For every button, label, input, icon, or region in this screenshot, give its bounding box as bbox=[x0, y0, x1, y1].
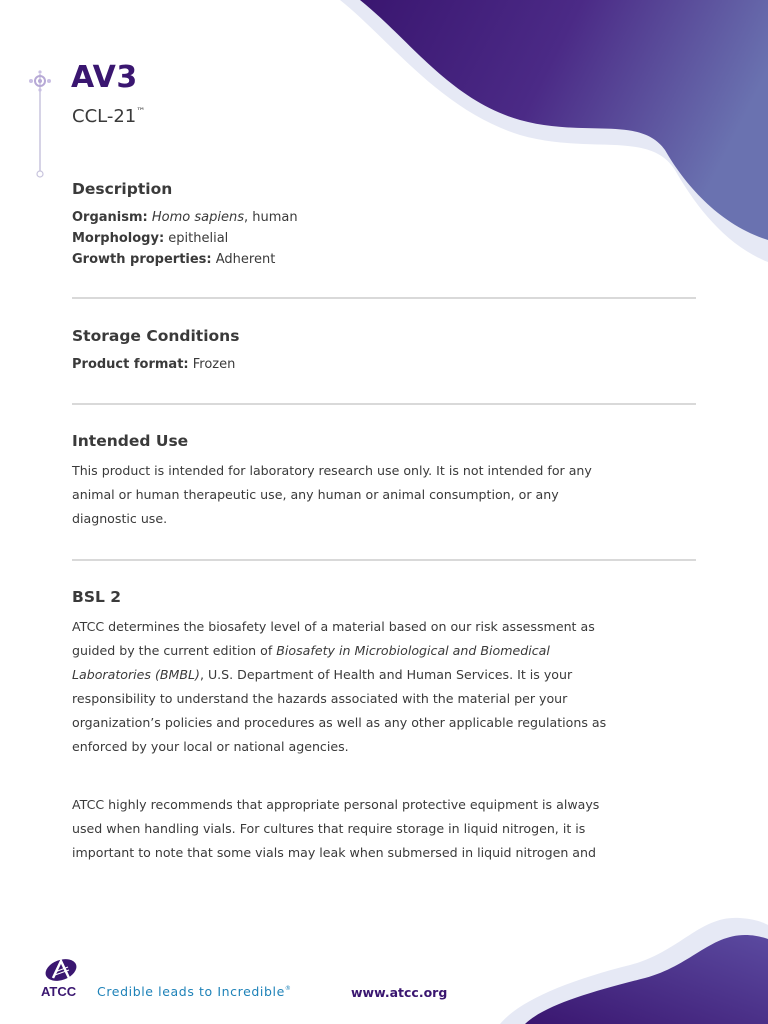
intended-use-heading: Intended Use bbox=[72, 432, 189, 450]
growth-properties-row bbox=[72, 249, 275, 270]
storage-heading: Storage Conditions bbox=[72, 327, 240, 345]
bsl-p1-text-a: ATCC determines the biosafety level of a material based on our risk assessment as guided by the current edition of bbox=[72, 619, 595, 658]
svg-text:ATCC: ATCC bbox=[41, 984, 77, 999]
tagline-text: Credible leads to Incredible bbox=[97, 984, 285, 999]
product-format-label: Product format: bbox=[72, 357, 189, 372]
organism-value-italic: Homo sapiens bbox=[151, 210, 244, 225]
description-heading: Description bbox=[72, 180, 173, 198]
bsl-paragraph-2: ATCC highly recommends that appropriate personal protective equipment is always used when handling vials. For cultures that require storage in liquid nitrogen, it is important to note that some vials may leak when submersed in liquid nitrogen and bbox=[72, 797, 600, 860]
bsl-paragraph-1 bbox=[72, 615, 620, 759]
page-title: AV3 bbox=[71, 60, 138, 95]
trademark-mark: ™ bbox=[136, 107, 146, 117]
intended-use-text: This product is intended for laboratory research use only. It is not intended for any animal or human therapeutic use, any human or animal consumption, or any diagnostic use. bbox=[72, 463, 592, 526]
product-format-value: Frozen bbox=[192, 357, 236, 372]
organism-value-rest: , human bbox=[243, 210, 298, 225]
tagline bbox=[97, 984, 291, 999]
section-divider bbox=[72, 559, 696, 561]
section-divider bbox=[72, 403, 696, 405]
morphology-label: Morphology: bbox=[72, 231, 165, 246]
atcc-logo-icon bbox=[40, 958, 84, 1000]
product-code-text: CCL-21 bbox=[72, 106, 137, 127]
header-wave-decoration bbox=[330, 0, 768, 270]
morphology-value: epithelial bbox=[168, 231, 229, 246]
bmbl-title: Biosafety in Microbiological and Biomedical Laboratories (BMBL) bbox=[72, 643, 550, 682]
atcc-logo[interactable] bbox=[40, 958, 84, 1004]
side-ornament bbox=[26, 66, 56, 182]
growth-properties-value: Adherent bbox=[215, 252, 276, 267]
bsl-p1-text-b: , U.S. Department of Health and Human Services. It is your responsibility to understand the hazards associated with the material per your organization’s policies and procedures as well as any other applicable regulations as enforced by your local or national agencies. bbox=[72, 667, 607, 754]
bsl-heading: BSL 2 bbox=[72, 588, 122, 606]
product-format-row bbox=[72, 354, 235, 375]
footer-wave-decoration bbox=[500, 910, 768, 1024]
product-code bbox=[72, 106, 145, 127]
website-link[interactable]: www.atcc.org bbox=[351, 985, 448, 1000]
organism-row bbox=[72, 207, 298, 228]
growth-properties-label: Growth properties: bbox=[72, 252, 212, 267]
registered-mark: ® bbox=[284, 985, 292, 992]
morphology-row bbox=[72, 228, 228, 249]
section-divider bbox=[72, 297, 696, 299]
organism-label: Organism: bbox=[72, 210, 148, 225]
